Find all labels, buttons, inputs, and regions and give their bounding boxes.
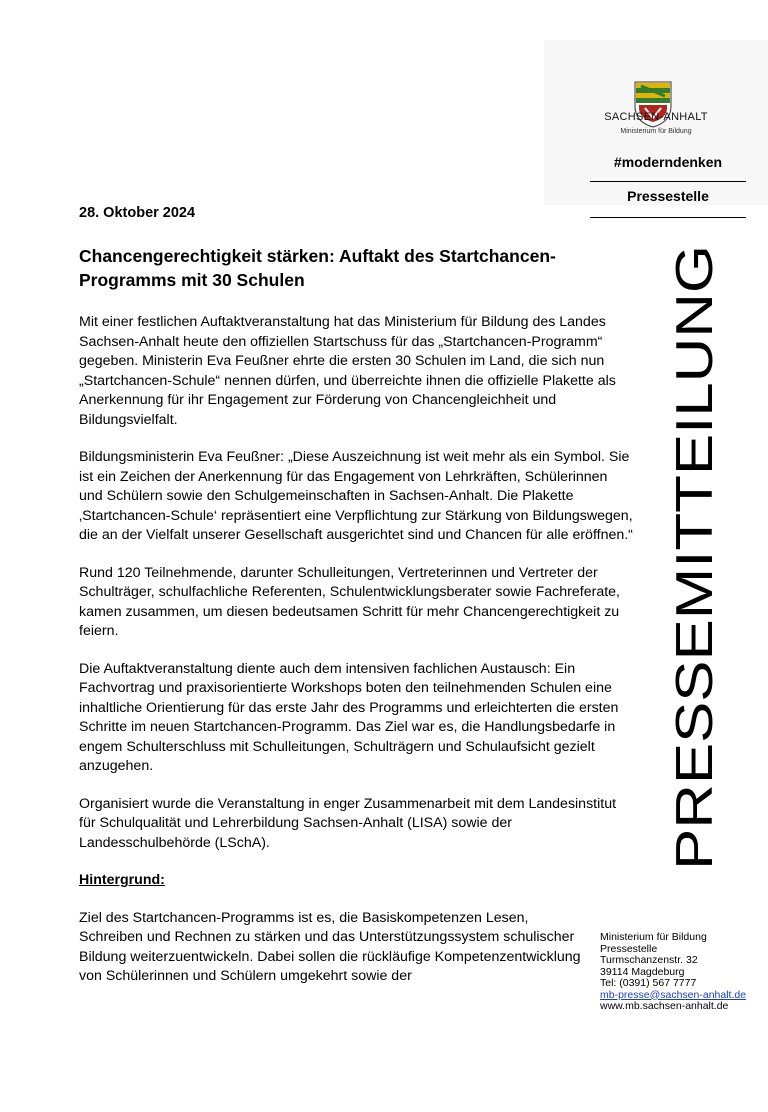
press-release-body [79,313,635,1005]
ministry-name: SACHSEN-ANHALT [604,111,708,123]
hashtag: #moderndenken [613,154,723,170]
background-heading: Hintergrund: [79,872,165,888]
contact-street: Turmschanzenstr. 32 [600,954,698,966]
contact-ministry: Ministerium für Bildung [600,931,707,943]
release-date: 28. Oktober 2024 [79,205,196,221]
body-paragraph: Bildungsministerin Eva Feußner: „Diese Auszeichnung ist weit mehr als ein Symbol. Sie ist ein Zeichen der Anerkennung für das Engagement von Lehrkräften, Schülerinnen und Schülern sowie den Schulgemeinschaften in Sachsen-Anhalt. Die Plakette ‚Startchancen-Schule‘ repräsentiert eine Verpflichtung zur Stärkung von Bildungswegen, die an der Vielfalt unserer Gesellschaft ausgerichtet sind und Chancen für alle eröffnen.“ [79,449,633,543]
background-paragraph: Ziel des Startchancen-Programms ist es, die Basiskompetenzen Lesen, Schreiben und Rechnen zu stärken und das Unterstützungssystem schulischer Bildung weiterzuentwickeln. Dabei sollen die rückläufige Kompetenzentwicklung von Schülerinnen und Schülern umgekehrt sowie der [79,909,581,984]
contact-office: Pressestelle [600,942,658,955]
contact-city: 39114 Magdeburg [600,965,685,978]
headline: Chancengerechtigkeit stärken: Auftakt des Startchancen-Programms mit 30 Schulen [79,246,556,290]
ministry-subtitle: Ministerium für Bildung [620,128,692,135]
contact-block [600,932,760,1013]
contact-website[interactable]: www.mb.sachsen-anhalt.de [600,1000,729,1012]
office-label: Pressestelle [627,188,709,204]
body-paragraph: Die Auftaktveranstaltung diente auch dem intensiven fachlichen Austausch: Ein Fachvortrag und praxisorientierte Workshops boten den teilnehmenden Schulen eine inhaltliche Orientierung für das erste Jahr des Programms und erleichterten die ersten Schritte im neuen Startchancen-Programm. Das Ziel war es, die Handlungsbedarfe in engem Schulterschluss mit Schulleitungen, Schulträgern und Schulaufsicht gezielt anzugehen. [79,660,619,774]
contact-email-link[interactable]: mb-presse@sachsen-anhalt.de [600,988,747,1001]
document-type-text: PRESSEMITTEILUNG [666,344,724,870]
body-paragraph: Rund 120 Teilnehmende, darunter Schulleitungen, Vertreterinnen und Vertreter der Schulträger, schulfachliche Referenten, Schulentwicklungsberater sowie Fachreferate, kamen zusammen, um diesen bedeutsamen Schritt für mehr Chancengerechtigkeit zu feiern. [79,564,620,639]
header-divider-top [590,181,746,182]
body-paragraph: Organisiert wurde die Veranstaltung in enger Zusammenarbeit mit dem Landesinstitut für Schulqualität und Lehrerbildung Sachsen-Anhalt (LISA) sowie der Landesschulbehörde (LSchA). [79,795,617,851]
body-paragraph: Mit einer festlichen Auftaktveranstaltung hat das Ministerium für Bildung des Landes Sachsen-Anhalt heute den offiziellen Startschuss für das „Startchancen-Programm“ gegeben. Ministerin Eva Feußner ehrte die ersten 30 Schulen im Land, die sich nun „Startchancen-Schule“ nennen dürfen, und überreichte ihnen die offizielle Plakette als Anerkennung für ihr Engagement zur Förderung von Chancengleichheit und Bildungsvielfalt. [79,314,616,428]
contact-phone: Tel: (0391) 567 7777 [600,977,697,989]
document-type-label [662,240,732,880]
header-divider-bottom [590,217,746,218]
